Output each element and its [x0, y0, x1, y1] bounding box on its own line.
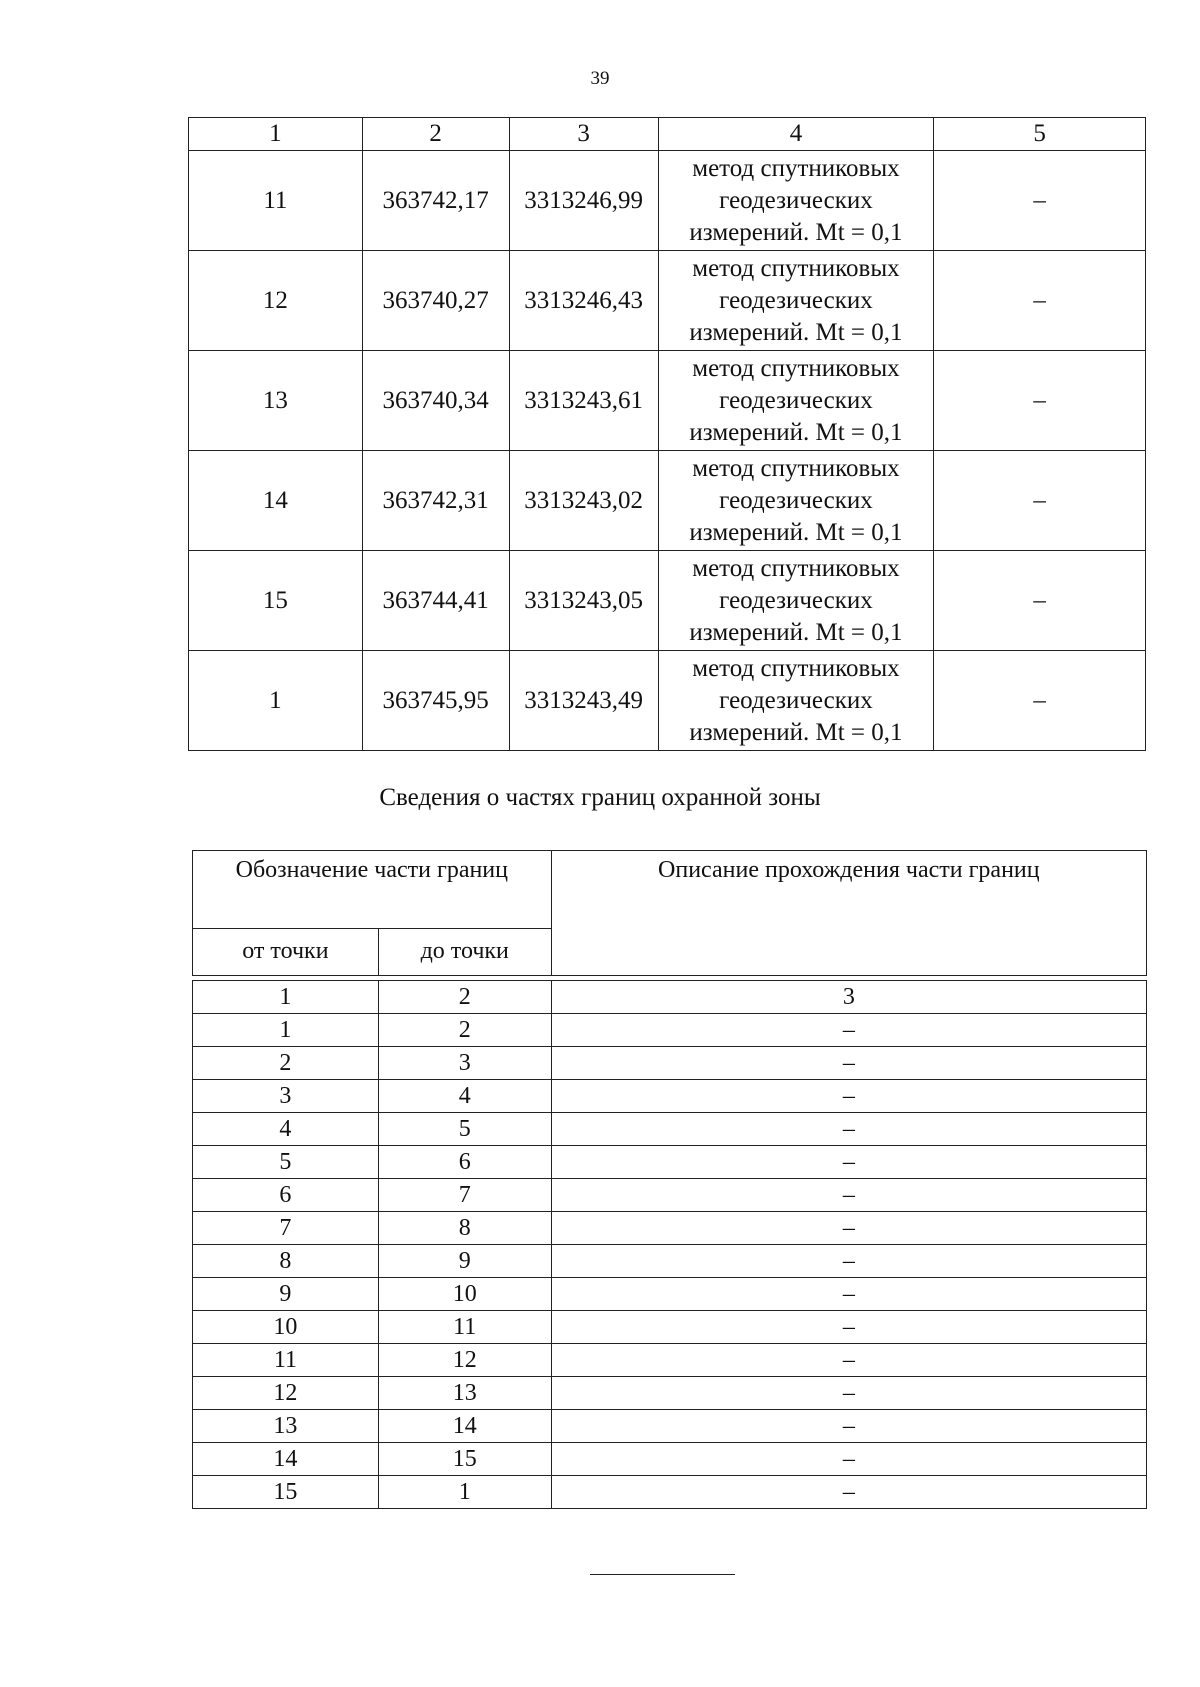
to-point: 6 [378, 1146, 551, 1179]
from-point: 5 [193, 1146, 379, 1179]
from-point: 8 [193, 1245, 379, 1278]
to-point: 5 [378, 1113, 551, 1146]
method-cell [658, 251, 934, 351]
table-row [193, 1377, 1147, 1410]
method-line: геодезических [719, 486, 873, 514]
method-line: измерений. Mt = 0,1 [689, 418, 903, 446]
note-cell: – [934, 551, 1146, 651]
note-cell: – [934, 151, 1146, 251]
note-cell: – [934, 651, 1146, 751]
x-coordinate: 363740,34 [362, 351, 509, 451]
point-number: 14 [189, 451, 363, 551]
table-row [193, 1344, 1147, 1377]
y-coordinate: 3313243,05 [509, 551, 658, 651]
to-point: 12 [378, 1344, 551, 1377]
description-cell: – [551, 1443, 1146, 1476]
point-number: 15 [189, 551, 363, 651]
method-line: геодезических [719, 186, 873, 214]
table-row [193, 1014, 1147, 1047]
table-row [193, 1179, 1147, 1212]
from-point: 15 [193, 1476, 379, 1509]
column-number: 1 [189, 118, 363, 151]
table-row [189, 451, 1146, 551]
method-cell [658, 551, 934, 651]
column-number: 3 [551, 981, 1146, 1014]
boundary-parts-table [192, 850, 1147, 1509]
y-coordinate: 3313243,61 [509, 351, 658, 451]
column-number: 4 [658, 118, 934, 151]
description-cell: – [551, 1410, 1146, 1443]
table-row [193, 1212, 1147, 1245]
coordinates-table [188, 117, 1146, 751]
to-point: 11 [378, 1311, 551, 1344]
column-number: 3 [509, 118, 658, 151]
description-cell: – [551, 1311, 1146, 1344]
y-coordinate: 3313243,02 [509, 451, 658, 551]
from-point: 3 [193, 1080, 379, 1113]
to-point: 1 [378, 1476, 551, 1509]
to-point: 2 [378, 1014, 551, 1047]
x-coordinate: 363740,27 [362, 251, 509, 351]
method-line: метод спутниковых [692, 354, 900, 382]
description-cell: – [551, 1179, 1146, 1212]
method-line: геодезических [719, 386, 873, 414]
method-line: метод спутниковых [692, 154, 900, 182]
point-number: 11 [189, 151, 363, 251]
table-row [193, 1476, 1147, 1509]
table-row [193, 1443, 1147, 1476]
description-header: Описание прохождения части границ [551, 851, 1146, 976]
column-number: 1 [193, 981, 379, 1014]
table-row [189, 651, 1146, 751]
to-point-header: до точки [378, 928, 551, 975]
table-row [193, 1047, 1147, 1080]
column-number: 2 [378, 981, 551, 1014]
from-point: 4 [193, 1113, 379, 1146]
point-number: 1 [189, 651, 363, 751]
column-number: 5 [934, 118, 1146, 151]
table-row [189, 551, 1146, 651]
table-row [193, 1080, 1147, 1113]
method-line: измерений. Mt = 0,1 [689, 318, 903, 346]
method-line: метод спутниковых [692, 254, 900, 282]
to-point: 8 [378, 1212, 551, 1245]
from-point: 12 [193, 1377, 379, 1410]
table-row [193, 1245, 1147, 1278]
y-coordinate: 3313243,49 [509, 651, 658, 751]
method-cell [658, 451, 934, 551]
description-cell: – [551, 1113, 1146, 1146]
description-cell: – [551, 1212, 1146, 1245]
description-cell: – [551, 1245, 1146, 1278]
page-number: 39 [590, 68, 610, 89]
note-cell: – [934, 251, 1146, 351]
x-coordinate: 363742,31 [362, 451, 509, 551]
method-line: измерений. Mt = 0,1 [689, 518, 903, 546]
table-row [193, 1113, 1147, 1146]
table-row [189, 151, 1146, 251]
point-number: 13 [189, 351, 363, 451]
description-cell: – [551, 1014, 1146, 1047]
column-number-row [193, 981, 1147, 1014]
method-cell [658, 651, 934, 751]
column-number: 2 [362, 118, 509, 151]
method-line: метод спутниковых [692, 554, 900, 582]
method-line: измерений. Mt = 0,1 [689, 218, 903, 246]
description-cell: – [551, 1476, 1146, 1509]
method-line: измерений. Mt = 0,1 [689, 718, 903, 746]
to-point: 9 [378, 1245, 551, 1278]
parts-header-row [193, 851, 1147, 929]
designation-header: Обозначение части границ [193, 851, 552, 929]
method-line: измерений. Mt = 0,1 [689, 618, 903, 646]
from-point-header: от точки [193, 928, 379, 975]
from-point: 11 [193, 1344, 379, 1377]
method-line: метод спутниковых [692, 454, 900, 482]
from-point: 14 [193, 1443, 379, 1476]
description-cell: – [551, 1278, 1146, 1311]
to-point: 3 [378, 1047, 551, 1080]
coordinates-header-row [189, 118, 1146, 151]
to-point: 14 [378, 1410, 551, 1443]
method-cell [658, 351, 934, 451]
to-point: 15 [378, 1443, 551, 1476]
point-number: 12 [189, 251, 363, 351]
from-point: 10 [193, 1311, 379, 1344]
from-point: 9 [193, 1278, 379, 1311]
description-cell: – [551, 1080, 1146, 1113]
end-rule [590, 1574, 735, 1575]
description-cell: – [551, 1377, 1146, 1410]
table-row [189, 251, 1146, 351]
from-point: 13 [193, 1410, 379, 1443]
from-point: 1 [193, 1014, 379, 1047]
x-coordinate: 363742,17 [362, 151, 509, 251]
to-point: 7 [378, 1179, 551, 1212]
table-row [193, 1311, 1147, 1344]
section-title: Сведения о частях границ охранной зоны [379, 784, 821, 811]
description-cell: – [551, 1146, 1146, 1179]
x-coordinate: 363745,95 [362, 651, 509, 751]
table-row [193, 1278, 1147, 1311]
note-cell: – [934, 451, 1146, 551]
table-row [193, 1410, 1147, 1443]
table-row [193, 1146, 1147, 1179]
y-coordinate: 3313246,43 [509, 251, 658, 351]
from-point: 2 [193, 1047, 379, 1080]
to-point: 13 [378, 1377, 551, 1410]
from-point: 7 [193, 1212, 379, 1245]
from-point: 6 [193, 1179, 379, 1212]
method-line: геодезических [719, 686, 873, 714]
description-cell: – [551, 1047, 1146, 1080]
description-cell: – [551, 1344, 1146, 1377]
method-line: геодезических [719, 586, 873, 614]
note-cell: – [934, 351, 1146, 451]
to-point: 4 [378, 1080, 551, 1113]
x-coordinate: 363744,41 [362, 551, 509, 651]
to-point: 10 [378, 1278, 551, 1311]
method-line: метод спутниковых [692, 654, 900, 682]
method-cell [658, 151, 934, 251]
method-line: геодезических [719, 286, 873, 314]
y-coordinate: 3313246,99 [509, 151, 658, 251]
table-row [189, 351, 1146, 451]
